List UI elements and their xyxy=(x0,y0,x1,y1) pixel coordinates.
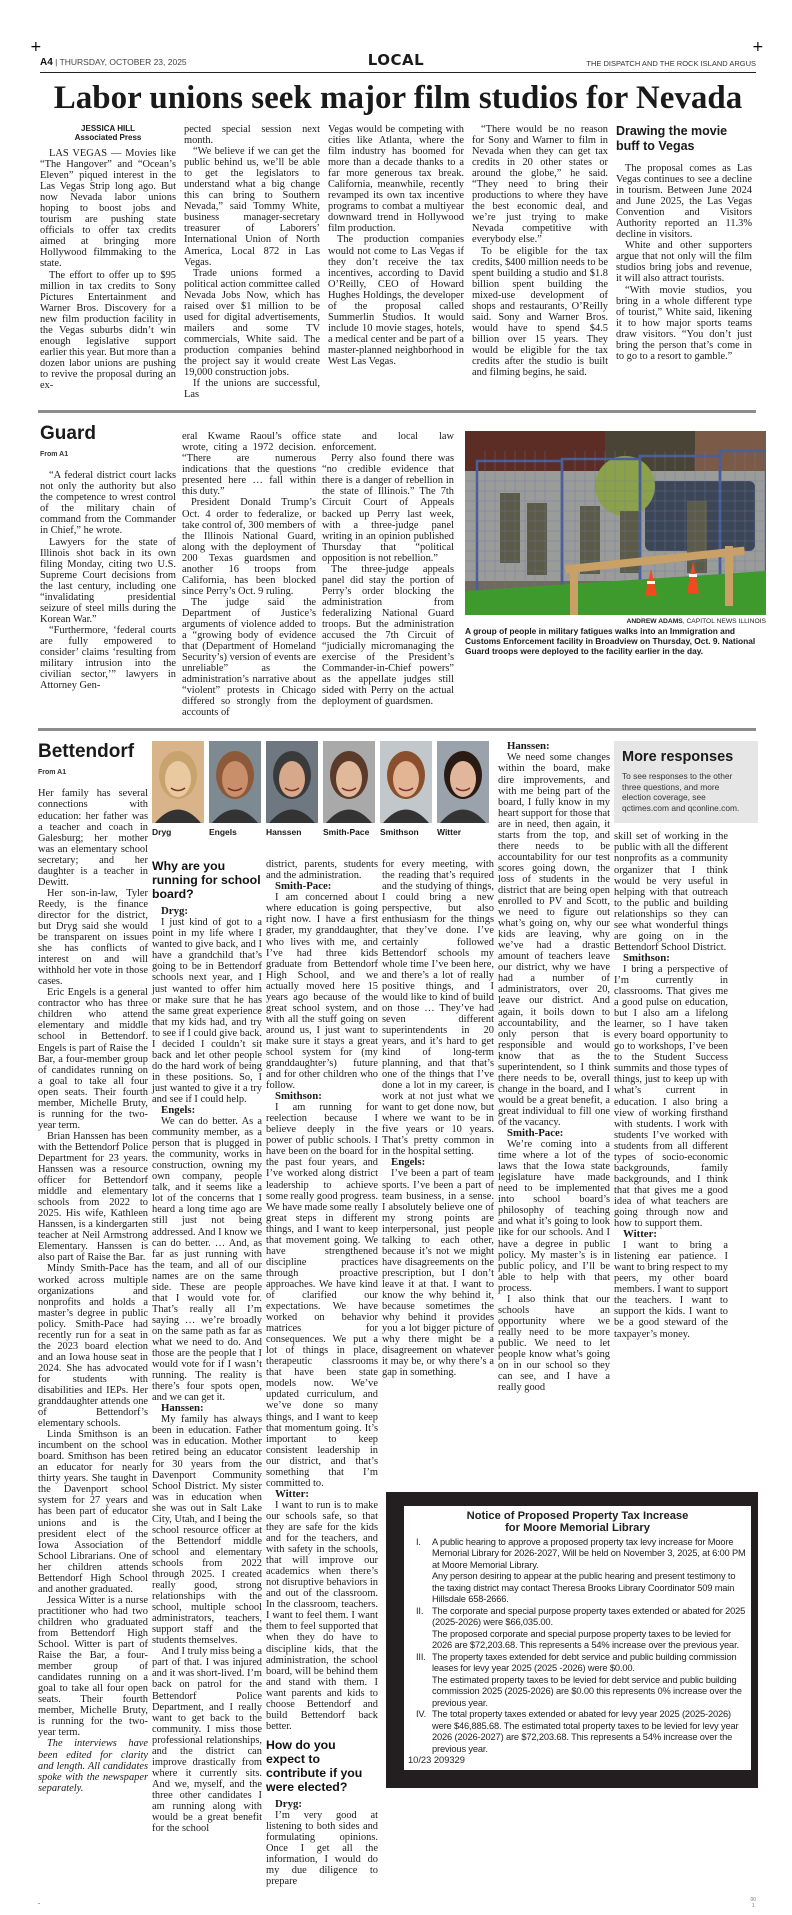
photo-figure xyxy=(465,431,766,656)
photo-credit xyxy=(465,617,766,626)
paragraph: To be eligible for the tax credits, $400 million needs to be spent building a studio and $1.8 billion spent building the mixed-use development of shops and restaurants, O’Reilly said. Sony and Warner Bros. would have to spend $4.5 billion over 15 years. They would be eligible for the tax credits after the studio is built and filming begins, he said. xyxy=(472,245,608,379)
newspaper-name: THE DISPATCH AND THE ROCK ISLAND ARGUS xyxy=(586,59,756,68)
paragraph: We can do better. As a community member, as a person that is plugged in the community, works in construction, owning my own company, people talk, and it seems like a lot of the concerns that I heard a long time ago are still just not being addressed. And I know we can do better. … And, as far as just running with the team, and all of our names are on the same side. These are people that I would vote for. That’s really all I’m saying … we’re broadly on the same path as far as what we need to do. And those are the people that I would vote for if I wasn’t running. The reality is there’s four spots open, and we can get it. xyxy=(152,1116,262,1404)
crop-mark-right: + xyxy=(752,39,764,55)
speaker-label: Smith-Pace: xyxy=(275,880,332,893)
guard-title: Guard xyxy=(40,423,96,445)
paragraph: Vegas would be competing with cities like Atlanta, where the film industry has boomed for more than a decade thanks to a far more generous tax break. California, meanwhile, recently revamped its own tax incentive programs to combat a multiyear downward trend in Hollywood film production. xyxy=(328,124,464,235)
candidate xyxy=(152,741,204,838)
paragraph: Linda Smithson is an incumbent on the school board. Smithson has been an educator for nearly thirty years. She taught in the Davenport school system for 27 years and has been part of educator unions and is the president elect of the Iowa Association of School Librarians. One of her children attends Bettendorf High School and another graduated. xyxy=(38,1429,148,1595)
folio: A4 | THURSDAY, OCTOBER 23, 2025 xyxy=(40,57,187,68)
legal-paragraph: Any person desiring to appear at the public hearing and present testimony to the taxing district may contact Theresa Brooks Library Coordinator 509 main Hillsdale 658-2666. xyxy=(432,1571,736,1605)
paragraph: Her son-in-law, Tyler Reedy, is the finance director for the district, but Dryg said she would be transparent on issues she has conflicts of interest on and will withhold her vote in those cases. xyxy=(38,887,148,988)
lead-sidebar-column xyxy=(616,124,752,362)
bettendorf-column-2 xyxy=(152,853,262,1834)
candidate-photo xyxy=(266,741,318,823)
candidate xyxy=(266,741,318,838)
more-responses-text: To see responses to the other three questions, and more election coverage, see qctimes.com and qconline.com. xyxy=(622,771,740,813)
speaker-label: Engels: xyxy=(161,1104,196,1117)
candidate-name: Hanssen xyxy=(266,827,302,838)
paragraph: “Furthermore, ‘federal courts are fully empowered to consider’ claims ‘resulting from military intrusion into the civilian sector,’” lawyers in Attorney Gen- xyxy=(40,624,176,692)
item-number: IV. xyxy=(416,1709,427,1720)
paragraph: I bring a perspective of I’m currently in classrooms. That gives me a good pulse on education, but I also am a lifelong learner, so I have taken every board opportunity to go to workshops, I’ve been to the Student Success summits and those types of things, just to keep up with what’s current in education. I also bring a view of working firsthand with students. I work with students I’ve worked with students from all different types of socio-economic backgrounds, family backgrounds, and I think that that gives me a good idea of what teachers are going through now and how to support them. xyxy=(614,963,728,1230)
legal-paragraph: The estimated property taxes to be levied for debt service and public building commission 2025 (2025-2026) are $0.00 this represents 0% increase over the previous year. xyxy=(432,1674,742,1708)
editor-note: The interviews have been edited for clarity and length. All candidates spoke with the newspaper separately. xyxy=(38,1738,148,1794)
sidebar-subhead: Drawing the movie buff to Vegas xyxy=(616,124,728,153)
paragraph: state and local law enforcement. xyxy=(322,431,454,454)
legal-notice-item xyxy=(404,1652,751,1710)
agency: Associated Press xyxy=(74,133,142,142)
legal-paragraph: The corporate and special purpose property taxes extended or abated for 2025 (2025-2026) were $66,035.00. xyxy=(432,1605,746,1628)
paragraph: The proposal comes as Las Vegas continues to see a decline in tourism. Between June 2024 and June 2025, the Las Vegas Convention and Visitors Authority reported an 11.3% decline in visitors. xyxy=(616,163,752,241)
lead-article xyxy=(40,124,792,400)
page-content xyxy=(0,124,792,1915)
speaker-label: Smithson: xyxy=(275,1090,322,1103)
bettendorf-jump-line: From A1 xyxy=(38,769,67,777)
paragraph: I’m very good at listening to both sides and formulating opinions. Once I get all the information, I would do my due diligence to prepare xyxy=(266,1809,378,1888)
paragraph: The three-judge appeals panel did stay the portion of Perry’s order blocking the administration from federalizing National Guard troops. But the administration accused the 7th Circuit of “judicially micromanaging the exercise of the President’s Commander-in-Chief powers” as the appellate judges still sided with Perry on the actual deployment of guardsmen. xyxy=(322,563,454,708)
paragraph: Trade unions formed a political action committee called Nevada Jobs Now, which has raised over $1 million to be used for digital advertisements, mailers and some TV commercials, White said. The production companies behind the project say it would create 19,000 construction jobs. xyxy=(184,267,320,379)
speaker-label: Hanssen: xyxy=(507,740,550,753)
lead-headline: Labor unions seek major film studios for Nevada xyxy=(53,80,743,116)
bettendorf-column-4 xyxy=(382,859,494,1378)
speaker-label: Witter: xyxy=(275,1487,309,1500)
paragraph: My family has always been in education. Father was in education. Mother retired being an educator for 30 years from the Davenport Community School District. My sister was in education when she was out in Salt Lake City, Utah, and I being the school resource officer at the Bettendorf middle school and elementary schools from 2022 through 2025. I created really good, strong relationships with the school, multiple school administrators, teachers, support staff and the students themselves. xyxy=(152,1414,262,1647)
paragraph: I just kind of got to a point in my life where I wanted to give back, and I have a grandchild that’s going to be in Bettendorf schools next year, and I just wanted to offer him or make sure that he has the same great experience that my kids had, and try to see if I could give back. I decided I couldn’t sit back and let other people do the hard work of being in these positions. So, I just wanted to give it a try and see if I could help. xyxy=(152,917,262,1105)
page-mark-bottom: 1 xyxy=(751,1903,755,1910)
candidate xyxy=(209,741,261,838)
bettendorf-grid xyxy=(152,741,758,1887)
paragraph: Her family has several connections with education: her father was a teacher and coach in Galesburg; her mother was an elementary school secretary; and her daughter is a teacher in Dewitt. xyxy=(38,788,148,888)
legal-title-line-1: Notice of Proposed Property Tax Increase xyxy=(466,1509,689,1522)
candidate xyxy=(380,741,432,838)
speaker-label: Smithson: xyxy=(623,951,670,964)
more-responses-title: More responses xyxy=(622,749,734,766)
header-rule xyxy=(40,72,756,73)
paragraph: The judge said the Department of Justice’s arguments of violence added to a “growing body of evidence that (Department of Homeland Security’s) version of events are unreliable” as the administration’s narrative about “violent” protests in Chicago differed so strongly from the accounts of xyxy=(182,596,316,719)
legal-paragraph: The property taxes extended for debt service and public building commission leases for levy year 2025 (2025 -2026) were $0.00. xyxy=(432,1651,737,1674)
section-name: LOCAL xyxy=(367,51,425,69)
page-number: A4 xyxy=(40,57,53,68)
national-guard-photo xyxy=(465,431,766,615)
paragraph: I want to bring a listening ear patience. I want to bring respect to my peers, my other board members. I want to support the teachers. I want to support the kids. I want to be a good steward of the taxpayer’s money. xyxy=(614,1240,728,1340)
legal-notice-body xyxy=(404,1506,751,1771)
paragraph: The production companies would not come to Las Vegas if they don’t receive the tax incentives, according to David O’Reilly, CEO of Howard Hughes Holdings, the developer of the proposal called Summerlin Studios. It would include 10 movie stages, hotels, a medical center and be part of a master-planned neighborhood in West Las Vegas. xyxy=(328,234,464,367)
guard-column-1 xyxy=(40,423,176,691)
bettendorf-column-6 xyxy=(614,831,728,1339)
paragraph: “We believe if we can get the public behind us, we’ll be able to get the legislators to understand what a big change this can bring to Southern Nevada,” said Tommy White, business manager-secretary treasurer of Laborers’ International Union of North America, Local 872 in Las Vegas. xyxy=(184,146,320,268)
lead-column-1 xyxy=(40,124,176,391)
legal-notice-items xyxy=(404,1537,751,1756)
paragraph: eral Kwame Raoul’s office wrote, citing a 1972 decision. “There are numerous indications that the questions presented here … fall within this duty.” xyxy=(182,431,316,498)
candidate-name: Engels xyxy=(209,827,237,838)
candidate-photo xyxy=(380,741,432,823)
legal-notice-code: 10/23 209329 xyxy=(408,1755,465,1766)
paragraph: “There would be no reason for Sony and Warner to film in Nevada when they can get tax credits in 20 other states or around the globe,” he said. “They need to bring their productions to where they have the best economic deal, and we’re just trying to make Nevada competitive with everybody else.” xyxy=(472,124,608,246)
candidate-photo xyxy=(437,741,489,823)
photographer: ANDREW ADAMS xyxy=(626,618,683,626)
paragraph: district, parents, students and the administration. xyxy=(266,859,378,882)
paragraph: skill set of working in the public with all the different nonprofits as a community organizer that I think would be very useful in helping with that outreach to the public and building relationships so they can see what wonderful things are going on in the Bettendorf School District. xyxy=(614,831,728,953)
lead-column-4 xyxy=(472,124,608,378)
photo-caption: A group of people in military fatigues walks into an Immigration and Customs Enforcement facility in Broadview on Thursday, Oct. 9. National Guard troops were deployed to the facility earlier in the day. xyxy=(465,626,756,657)
guard-article xyxy=(40,423,792,718)
speaker-label: Hanssen: xyxy=(161,1402,204,1415)
speaker-label: Smith-Pace: xyxy=(507,1127,564,1140)
legal-notice-item xyxy=(404,1537,751,1606)
candidate-name: Dryg xyxy=(152,827,172,838)
candidate-name: Smithson xyxy=(380,827,419,838)
bettendorf-column-6-wrap xyxy=(614,741,758,1339)
candidate-photo xyxy=(209,741,261,823)
bettendorf-article xyxy=(38,741,792,1887)
byline xyxy=(40,124,176,142)
section-divider xyxy=(38,728,756,731)
question-subhead: How do you expect to contribute if you were elected? xyxy=(266,1737,363,1794)
paragraph: And I truly miss being a part of that. I was injured and it was short-lived. I’m back on patrol for the Bettendorf Police Department, and I really want to get back to the community. I miss those professional relationships, and the district can improve drastically from where it currently sits. And we, myself, and the three other candidates I am running along with would be a great benefit for the school xyxy=(152,1646,262,1835)
paragraph: Jessica Witter is a nurse practitioner who had two children who graduated from Bettendorf High School. Witter is part of Raise the Bar, a four-member group of candidates running on a goal to take all four open seats. Their fourth member, Michelle Bruty, is running for the two-year term. xyxy=(38,1594,148,1739)
legal-paragraph: The proposed corporate and special purpose property taxes to be levied for 2026 are $72,203.68. This represents a 54% increase over the previous year. xyxy=(432,1628,739,1651)
candidate xyxy=(323,741,375,838)
legal-paragraph: The total property taxes extended or abated for levy year 2025 (2025-2026) were $46,885.68. The estimated total property taxes to be levied for levy year 2026 (2026-2027) are $72,203.68. This represents a 54% increase over the previous year. xyxy=(432,1709,739,1754)
legal-title-line-2: for Moore Memorial Library xyxy=(505,1522,650,1535)
candidate xyxy=(437,741,489,838)
section-divider xyxy=(38,410,756,413)
page-footer xyxy=(38,1897,756,1909)
speaker-label: Witter: xyxy=(623,1228,657,1241)
item-number: III. xyxy=(416,1651,426,1662)
paragraph: Mindy Smith-Pace has worked across multiple organizations and nonprofits and holds a master’s degree in public policy. Smith-Pace had recently run for a seat in the 2023 board election and an Iowa house seat in 2024. She has advocated for students with disabilities and IEPs. Her granddaughter attends one of Bettendorf’s elementary schools. xyxy=(38,1263,148,1430)
legal-notice-ad xyxy=(386,1492,758,1789)
paragraph: LAS VEGAS — Movies like “The Hangover” and “Ocean’s Eleven” piqued interest in the Las Vegas Strip long ago. But now Nevada labor unions hoping to boost jobs and tourism are pushing state officials to offer tax credits aimed at bringing more Hollywood filmmaking to the state. xyxy=(40,148,176,270)
candidate-photo xyxy=(323,741,375,823)
paragraph: pected special session next month. xyxy=(184,124,320,147)
paragraph: I am running for reelection because I believe deeply in the power of public schools. I have been on the board for the past four years, and I’ve worked along district leadership to achieve some really good progress. We have made some really great steps in different things, and I want to keep that movement going. We have strengthened discipline practices through proactive approaches. We have kind of clarified our expectations. We have worked on behavior matrices for consequences. We put a lot of things in place, therapeutic classrooms that have been state models now. We’ve updated curriculum, and we’ve done so many things, and I want to keep that momentum going. It’s important to keep consistent leadership in our district, and that’s something that I’m committed to. xyxy=(266,1102,378,1489)
paragraph: I am concerned about where education is going right now. I have a first grader, my granddaughter, who lives with me, and I’ve had three kids graduate from Bettendorf High School, and we actually moved here 15 years ago because of the great school system, and with all the stuff going on around us, I just want to make sure it stays a great school system for (my granddaughter’s) future and for other children who follow. xyxy=(266,892,378,1092)
paragraph: Lawyers for the state of Illinois shot back in its own filing Monday, citing two U.S. Supreme Court decisions from the last century, including one “invalidating presidential seizure of steel mills during the Korean War.” xyxy=(40,536,176,625)
page-mark xyxy=(750,1897,756,1909)
paragraph: I also think that our schools have an opportunity where we really need to be more public. We need to let people know what’s going on in our school so they can see, and I have a really good xyxy=(498,1293,610,1394)
item-number: II. xyxy=(416,1605,424,1616)
paragraph: We need some changes within the board, make dire improvements, and with me being part of the board, I fully know in my heart support for those that are in need, then again, it starts from the top, and there needs to be accountability for our test scores going down, the loss of students in the district that are being open enrolled to PV and Scott, we need to figure out what’s going on, why our kids are leaving, why we’ve had a drastic amount of teachers leave our district, why we have had a number of administrators, over 20, leave our district. And again, it boils down to accountability, and the only person that is responsible and would know that as the superintendent, so I think there needs to be, overall change in the board, and I would be a great benefit, a great individual to fill one of the vacancy. xyxy=(498,752,610,1128)
page-mark-top: 00 xyxy=(750,1897,756,1904)
paragraph: If the unions are successful, Las xyxy=(184,378,320,401)
item-number: I. xyxy=(416,1536,421,1547)
guard-jump-line: From A1 xyxy=(40,451,69,459)
paragraph: “A federal district court lacks not only the authority but also the competence to wrest control of the military chain of command from the Commander in Chief,” he wrote. xyxy=(40,470,176,537)
paragraph: President Donald Trump’s Oct. 4 order to federalize, or take control of, 300 members of the Illinois National Guard, along with the deployment of 200 Texas guardsmen and another 16 troops from California, has been blocked since Perry’s Oct. 9 ruling. xyxy=(182,497,316,597)
paragraph: We’re coming into a time where a lot of the laws that the Iowa state legislature have made need to be implemented into school board’s philosophy of teaching and what it’s going to look like for our schools. And I have a degree in public policy. My master’s is in public policy, and I’ll be able to help with that process. xyxy=(498,1139,610,1294)
more-responses-box xyxy=(614,741,758,823)
issue-date: THURSDAY, OCTOBER 23, 2025 xyxy=(59,57,187,67)
paragraph: Perry also found there was “no credible evidence that there is a danger of rebellion in the state of Illinois.” The 7th Circuit Court of Appeals backed up Perry last week, with a three-judge panel writing in an opinion published Thursday that “political opposition is not rebellion.” xyxy=(322,453,454,564)
legal-paragraph: A public hearing to approve a proposed property tax levy increase for Moore Memorial Library for 2026-2027, Will be held on November 3, 2025, at 6:00 PM at Moore Memorial Library. xyxy=(432,1536,746,1570)
legal-notice-item xyxy=(404,1709,751,1755)
paragraph: I’ve been a part of team sports. I’ve been a part of team business, in a sense. I absolutely believe one of my strong points are interpersonal, just people talking to each other, because it’s not we might have disagreements on the prescription, but I don’t leave it at that. I want to know the why behind it, because sometimes the why behind it provides you a lot bigger picture of why there might be a disagreement on whatever it may be, or why there’s a gap in something. xyxy=(382,1168,494,1379)
speaker-label: Dryg: xyxy=(275,1797,302,1810)
bettendorf-title: Bettendorf xyxy=(38,741,135,763)
bettendorf-column-1 xyxy=(38,741,148,1793)
candidate-name: Witter xyxy=(437,827,462,838)
paragraph: Eric Engels is a general contractor who has three children who attend elementary and middle school in Bettendorf. Engels is part of Raise the Bar, a four-member group of candidates running on a goal to take all four open seats. Their fourth member, Michelle Bruty, is running for the two-year term. xyxy=(38,987,148,1131)
lead-column-2 xyxy=(184,124,320,400)
bettendorf-column-5 xyxy=(498,741,610,1393)
lead-column-3 xyxy=(328,124,464,367)
crop-mark-left: + xyxy=(30,39,42,55)
guard-column-2 xyxy=(182,431,316,718)
photo-agency: , CAPITOL NEWS ILLINOIS xyxy=(682,618,766,626)
dot-mark: . xyxy=(38,1897,40,1907)
question-subhead: Why are you running for school board? xyxy=(152,859,261,902)
paragraph: White and other supporters argue that not only will the film studios bring jobs and revenue, it will also attract tourists. xyxy=(616,240,752,285)
legal-notice-item xyxy=(404,1606,751,1652)
speaker-label: Engels: xyxy=(391,1156,426,1169)
guard-column-3 xyxy=(322,431,454,707)
paragraph: The effort to offer up to $95 million in tax credits to Sony Pictures Entertainment and Warner Bros. Discovery for a new film production facility in the Vegas suburbs didn’t win enough legislative support earlier this year. But more than a dozen labor unions are pushing to revive the proposal during an ex- xyxy=(40,269,176,391)
author: JESSICA HILL xyxy=(81,124,135,133)
paragraph: I want to run is to make our schools safe, so that they are safe for the kids and for the teachers, and with safety in the schools, that will improve our academics when there’s not disruptive behaviors in and out of the classroom. In the classroom, teachers. I want to feel them. I want them to feel supported that when they do have to discipline kids, that the administration, the school board, will be behind them and stand with them. I want parents and kids to choose Bettendorf and build Bettendorf back better. xyxy=(266,1499,378,1732)
paragraph: for every meeting, with the reading that’s required and the studying of things, I could bring a new perspective, but also enthusiasm for the things that they’ve done. I’ve certainly followed Bettendorf schools my whole time I’ve been here, and there’s a lot of really positive things, and I would like to kind of build on those … They’ve had seven different superintendents in 20 years, and it’s hard to get kind of long-term planning, and that that’s one of the things that I’ve done a lot in my career, is work at not just what we want to get done now, but where we want to be in five years or 10 years. That’s pretty common in in the hospital setting. xyxy=(382,859,494,1158)
paragraph: “With movie studios, you bring in a whole different type of tourist,” White said, likening it to how major sports teams draw visitors. “You don’t just bring the person that’s come in to go to a resort to gamble.” xyxy=(616,284,752,362)
paragraph: Brian Hanssen has been with the Bettendorf Police Department for 23 years. Hanssen was a resource officer for Bettendorf middle and elementary schools from 2022 to 2025. His wife, Kathleen Hanssen, is a kindergarten teacher at Neil Armstrong Elementary. Hanssen is also part of Raise the Bar. xyxy=(38,1130,148,1264)
legal-notice-title xyxy=(404,1506,751,1535)
candidate-photo xyxy=(152,741,204,823)
candidate-headshots xyxy=(152,741,494,838)
candidate-name: Smith-Pace xyxy=(323,827,370,838)
bettendorf-column-3 xyxy=(266,859,378,1887)
speaker-label: Dryg: xyxy=(161,905,188,918)
